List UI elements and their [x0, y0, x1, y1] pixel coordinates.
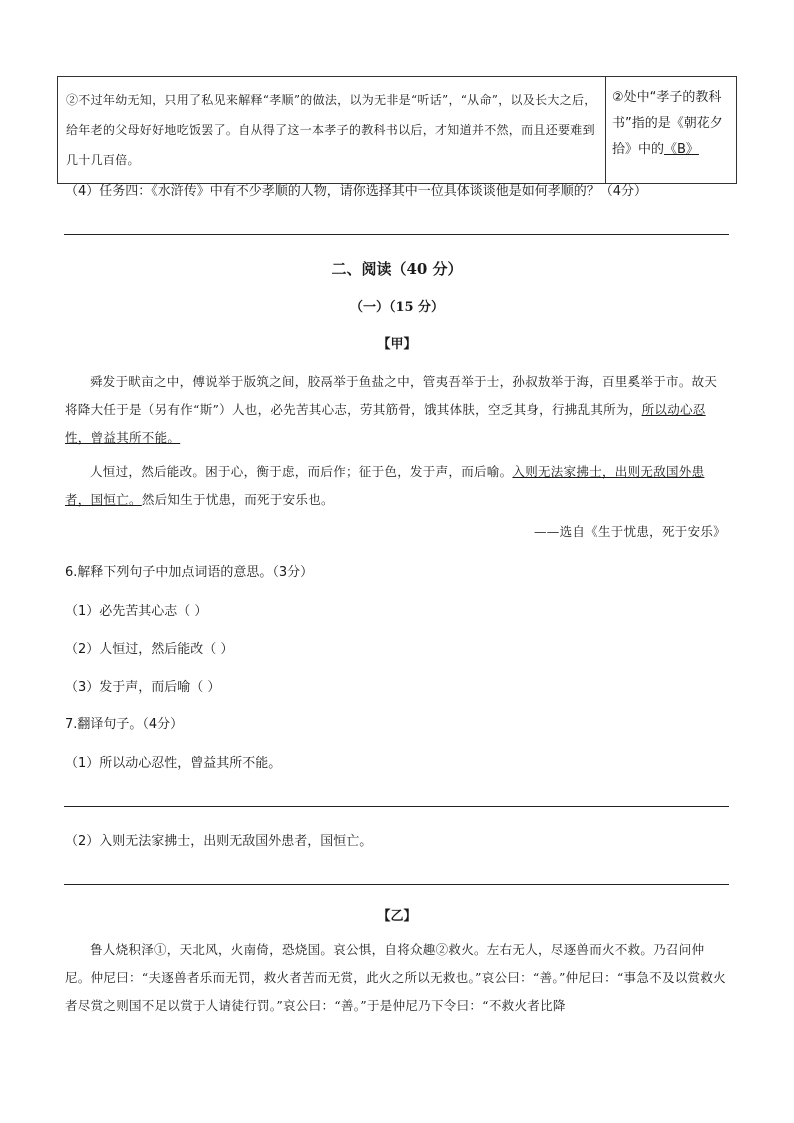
question-7-item-1: （1）所以动心忍性，曾益其所不能。 — [65, 756, 282, 771]
answer-line-q7-2 — [64, 884, 729, 885]
answer-table — [57, 76, 737, 184]
table-left-cell — [58, 77, 606, 184]
section-title: 二、阅读（40 分） — [331, 260, 463, 278]
passage-jia-label: 【甲】 — [377, 337, 417, 352]
passage-jia-paragraph-1 — [65, 368, 729, 452]
jia-p2-text: 人恒过，然后能改。困于心，衡于虑，而后作；征于色，发于声，而后喻。 — [90, 464, 513, 479]
question-4: （4）任务四：《水浒传》中有不少孝顺的人物，请你选择其中一位具体谈谈他是如何孝顺的？（4分） — [65, 184, 648, 199]
question-6-title: 6.解释下列句子中加点词语的意思。（3分） — [65, 565, 314, 580]
table-right-answer: 《B》 — [664, 142, 699, 157]
jia-p2-underlined: 入则无法家拂士，出则无敌国外患者，国恒亡。 — [65, 464, 705, 507]
question-6-item-2: （2）人恒过，然后能改（ ） — [65, 642, 234, 657]
table-right-text: ②处中“孝子的教科书”指的是《朝花夕拾》中的 — [612, 90, 723, 157]
question-6-item-1: （1）必先苦其心志（ ） — [65, 604, 208, 619]
passage-jia-source: ——选自《生于忧患，死于安乐》 — [533, 524, 726, 539]
passage-yi-label: 【乙】 — [377, 909, 417, 924]
question-7-item-2: （2）入则无法家拂士，出则无敌国外患者，国恒亡。 — [65, 834, 373, 849]
passage-jia-paragraph-2 — [65, 458, 729, 514]
table-left-text: ②不过年幼无知，只用了私见来解释“孝顺”的做法，以为无非是“听话”，“从命”，以及长大之后，给年老的父母好好地吃饭罢了。自从得了这一本孝子的教科书以后，才知道并不然，而且还要难到几十几百倍。 — [66, 93, 597, 167]
jia-p1-underlined: 所以动心忍性，曾益其所不能。 — [65, 402, 706, 445]
answer-line-q4 — [64, 234, 729, 235]
answer-line-q7-1 — [64, 806, 729, 807]
table-right-cell — [606, 77, 737, 184]
passage-yi-paragraph: 鲁人烧积泽①，天北风，火南倚，恐烧国。哀公惧，自将众趣②救火。左右无人，尽逐兽而火不救。乃召问仲尼。仲尼曰：“夫逐兽者乐而无罚，救火者苦而无赏，此火之所以无救也。”哀公曰：“善。”仲尼曰：“事急不及以赏救火者尽赏之则国不足以赏于人请徒行罚。”哀公曰：“善。”于是仲尼乃下令曰：“不救火者比降 — [65, 942, 726, 1013]
jia-p1-text: 舜发于畎亩之中，傅说举于版筑之间，胶鬲举于鱼盐之中，管夷吾举于士，孙叔敖举于海，百里奚举于市。故天将降大任于是（另有作“斯”）人也，必先苦其心志，劳其筋骨，饿其体肤，空乏其身，行拂乱其所为， — [65, 374, 718, 417]
question-7-title: 7.翻译句子。（4分） — [65, 717, 184, 732]
question-6-item-3: （3）发于声，而后喻（ ） — [65, 680, 221, 695]
subsection-title: （一）（15 分） — [349, 300, 445, 315]
jia-p2-end: 然后知生于忧患，而死于安乐也。 — [141, 492, 334, 507]
